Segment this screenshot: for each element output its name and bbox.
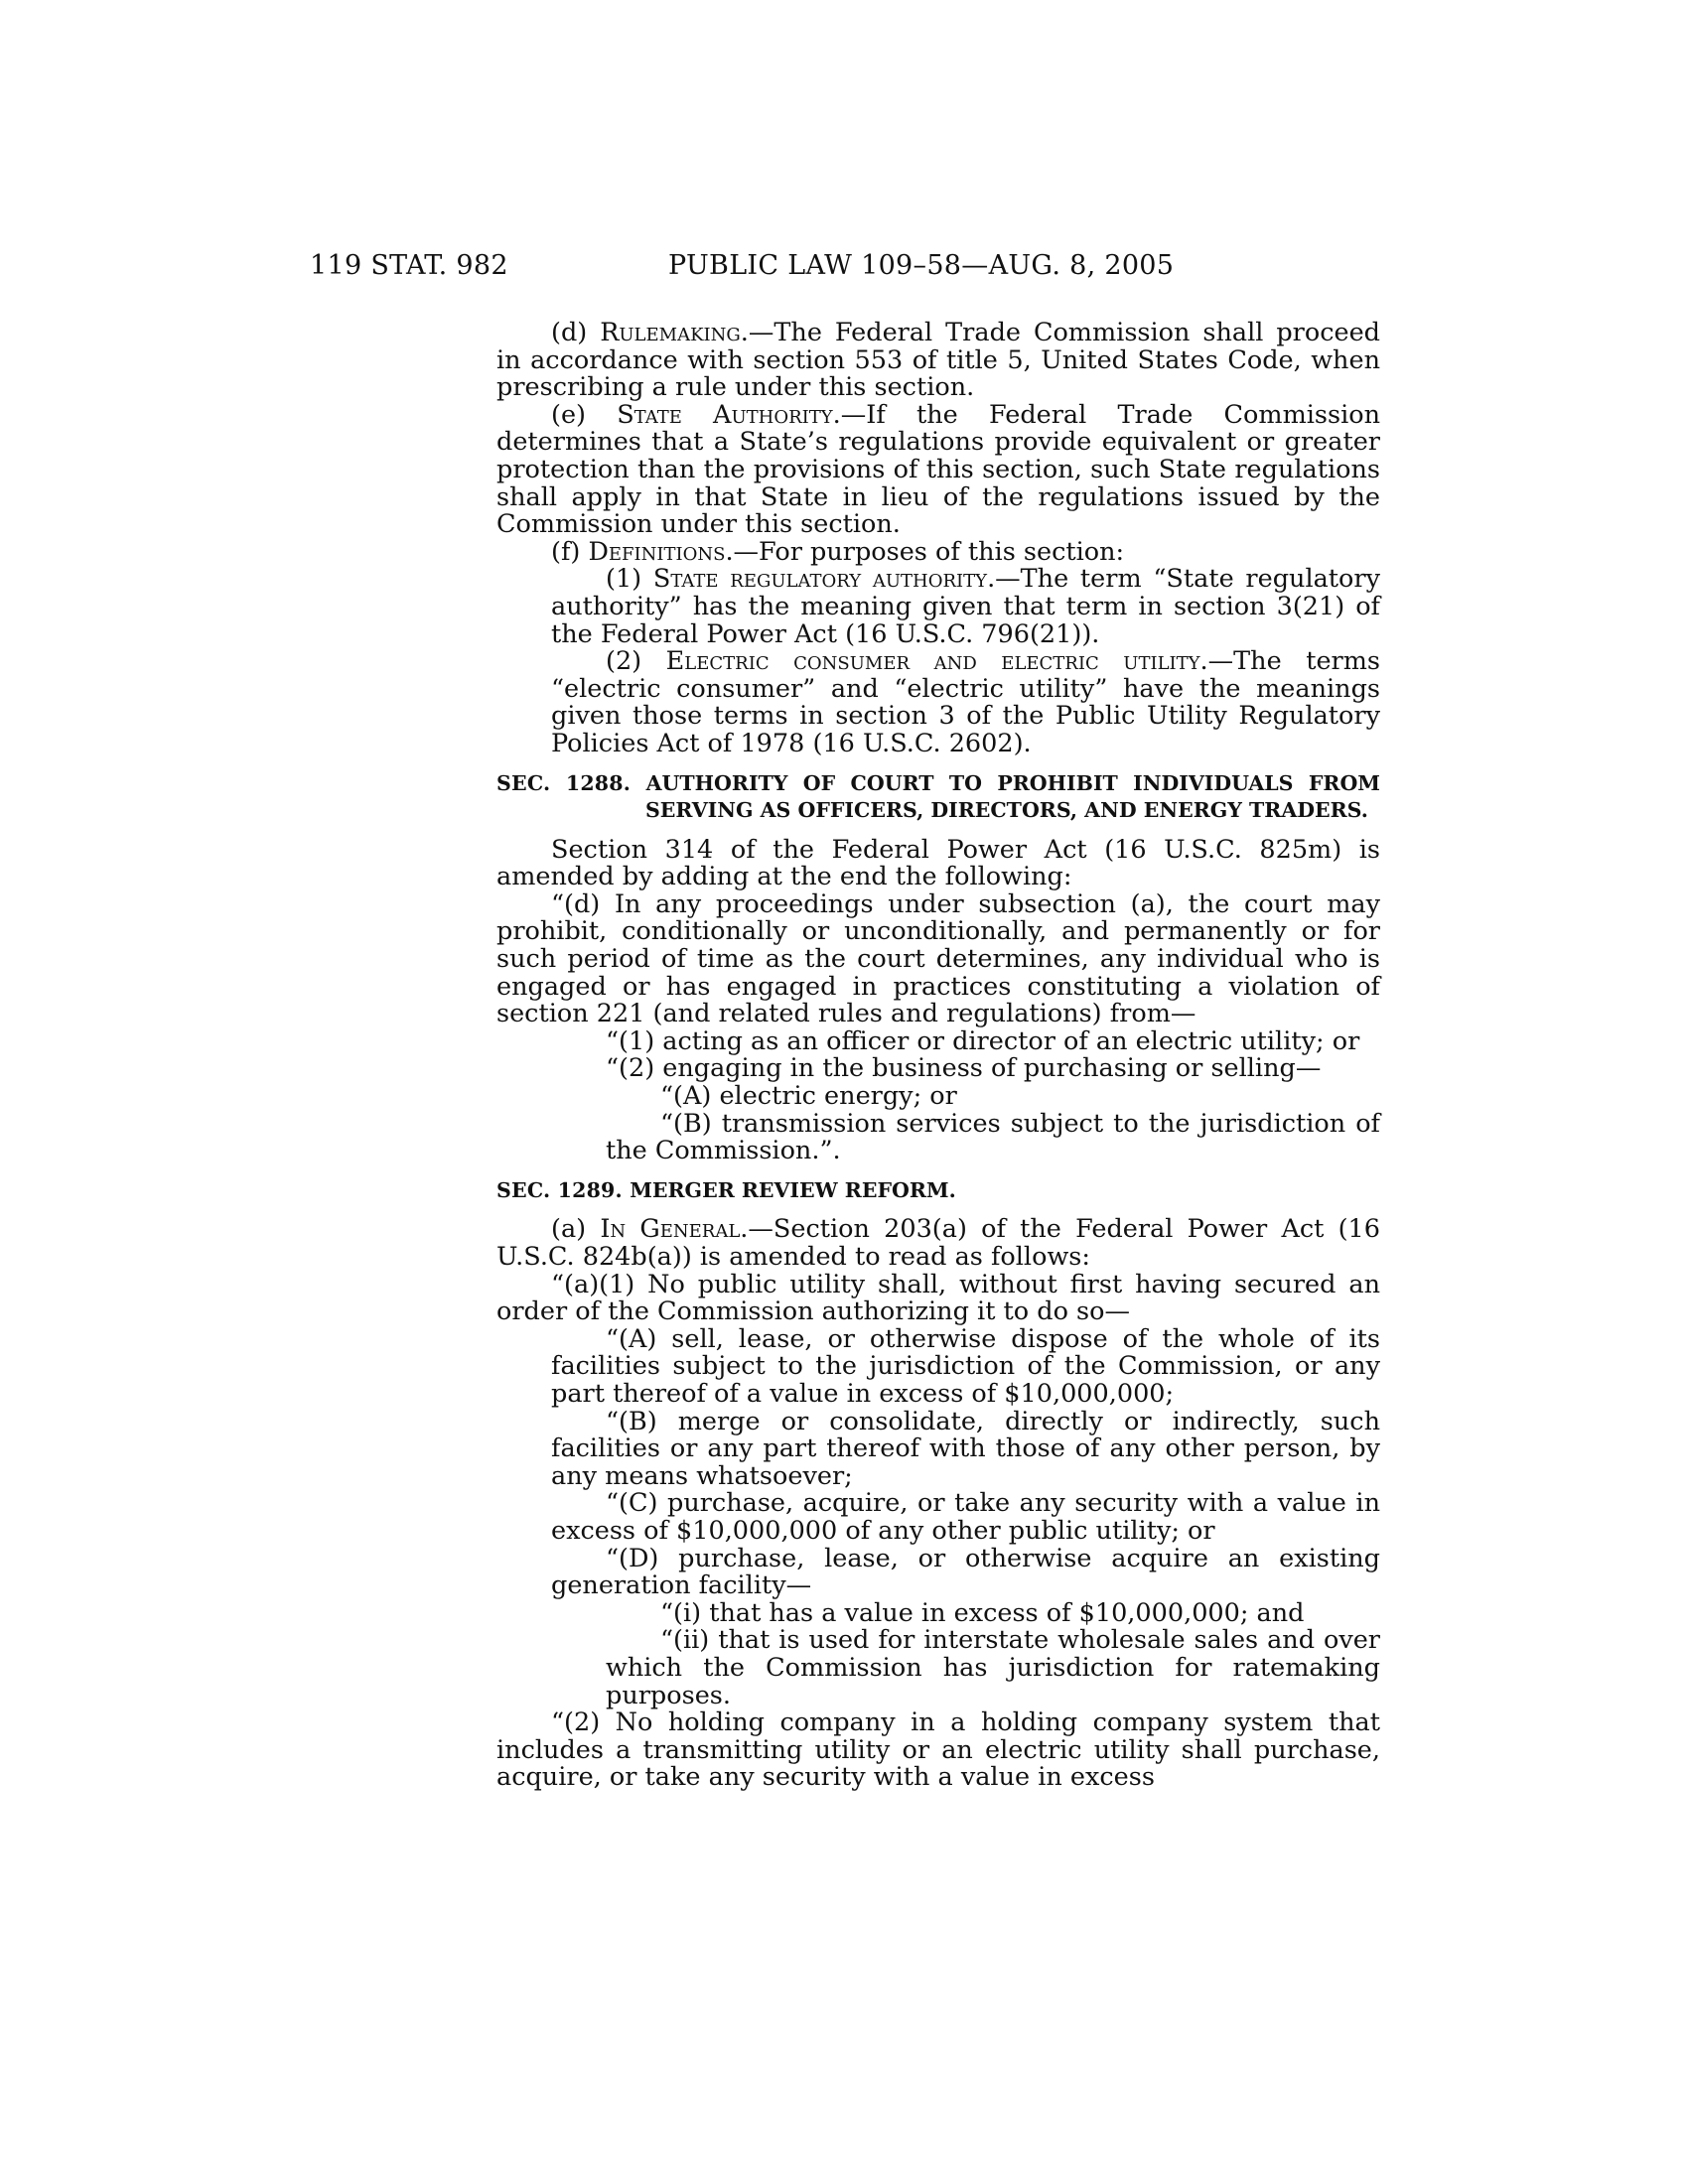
section-number: SEC. 1289.: [496, 1177, 631, 1202]
section-1289-subsection-a: [496, 1216, 1380, 1271]
subsection-label: (d): [551, 318, 601, 347]
section-1289-subparagraph-d: “(D) purchase, lease, or otherwise acquire an existing generation facility—: [551, 1543, 1380, 1601]
paragraph-text: .—The term “State regulatory authority” has the meaning given that term in section 3(21) of the Federal Power Act (16 U.S.C. 796(21)).: [551, 564, 1381, 649]
section-1288-paragraph-2: “(2) engaging in the business of purchasing or selling—: [606, 1053, 1322, 1084]
section-1289-subparagraph-c: “(C) purchase, acquire, or take any security with a value in excess of $10,000,000 of any other public utility; or: [551, 1488, 1380, 1546]
public-law-title: PUBLIC LAW 109–58—AUG. 8, 2005: [668, 250, 1175, 281]
subsection-text: .—If the Federal Trade Commission determines that a State’s regulations provide equivalent or greater protection than the provisions of this section, such State regulations shall apply in that State in lieu of the regulations issued by the Commission under this section.: [496, 399, 1381, 540]
section-number: SEC. 1288.: [496, 770, 646, 795]
subsection-label: (e): [551, 399, 618, 430]
section-1288-heading: [496, 770, 1380, 825]
subsection-heading: In General: [600, 1214, 741, 1245]
section-1289-clause-ii: “(ii) that is used for interstate wholesale sales and over which the Commission has jurisdiction for ratemaking purposes.: [606, 1625, 1380, 1710]
paragraph-heading: Electric consumer and electric utility: [665, 646, 1200, 677]
paragraph-text: .—The terms “electric consumer” and “electric utility” have the meanings given those terms in section 3 of the Public Utility Regulatory Policies Act of 1978 (16 U.S.C. 2602).: [551, 646, 1380, 758]
section-1289-clause-i: “(i) that has a value in excess of $10,000,000; and: [660, 1597, 1305, 1628]
subsection-text: .—The Federal Trade Commission shall proceed in accordance with section 553 of title 5, United States Code, when prescribing a rule under this section.: [496, 318, 1381, 403]
subsection-e-state-authority: [496, 399, 1381, 540]
paragraph-heading: State regulatory authority: [652, 564, 988, 595]
subsection-heading: Rulemaking: [600, 318, 741, 347]
subsection-label: (a): [551, 1214, 601, 1245]
section-1288-subsection-d: “(d) In any proceedings under subsection (a), the court may prohibit, conditionally or unconditionally, and permanently or for such period of time as the court determines, any individual who is engaged or has engaged in practices constituting a violation of section 221 (and related rules and regulations) from—: [496, 888, 1380, 1029]
section-1289-heading: [496, 1177, 1380, 1205]
subsection-f-definitions: [496, 536, 1380, 567]
section-1288-subparagraph-b: “(B) transmission services subject to the jurisdiction of the Commission.”.: [606, 1108, 1380, 1166]
section-title: AUTHORITY OF COURT TO PROHIBIT INDIVIDUALS FROM SERVING AS OFFICERS, DIRECTORS, AND ENERGY TRADERS.: [645, 770, 1380, 823]
paragraph-label: (1): [606, 564, 653, 595]
section-1289-subparagraph-b: “(B) merge or consolidate, directly or indirectly, such facilities or any part thereof with those of any other person, by any means whatsoever;: [551, 1406, 1380, 1491]
subsection-heading: State Authority: [617, 399, 833, 430]
subsection-text: .—For purposes of this section:: [725, 536, 1125, 567]
section-1288-intro: Section 314 of the Federal Power Act (16 U.S.C. 825m) is amended by adding at the end the following:: [496, 834, 1380, 892]
subsection-text: .—Section 203(a) of the Federal Power Act (16 U.S.C. 824b(a)) is amended to read as follows:: [496, 1214, 1380, 1272]
section-1288-subparagraph-a: “(A) electric energy; or: [660, 1081, 957, 1112]
definition-paragraph-2: [496, 648, 1380, 757]
subsection-d-rulemaking: [496, 320, 1380, 402]
section-1289-paragraph-2: “(2) No holding company in a holding company system that includes a transmitting utility or an electric utility shall purchase, acquire, or take any security with a value in excess: [496, 1707, 1380, 1793]
subsection-heading: Definitions: [588, 536, 726, 567]
statute-page-reference: 119 STAT. 982: [310, 250, 508, 281]
section-1289-paragraph-a1: “(a)(1) No public utility shall, without first having secured an order of the Commission authorizing it to do so—: [496, 1269, 1380, 1327]
subsection-label: (f): [551, 536, 589, 567]
section-1288-paragraph-1: “(1) acting as an officer or director of an electric utility; or: [606, 1025, 1360, 1056]
page-header: [0, 250, 1688, 290]
paragraph-label: (2): [606, 646, 666, 677]
definition-paragraph-1: [496, 566, 1380, 648]
page-body: [496, 320, 1380, 1792]
section-1289-subparagraph-a: “(A) sell, lease, or otherwise dispose of the whole of its facilities subject to the jurisdiction of the Commission, or any part thereof of a value in excess of $10,000,000;: [551, 1323, 1380, 1409]
section-title: MERGER REVIEW REFORM.: [630, 1177, 956, 1202]
